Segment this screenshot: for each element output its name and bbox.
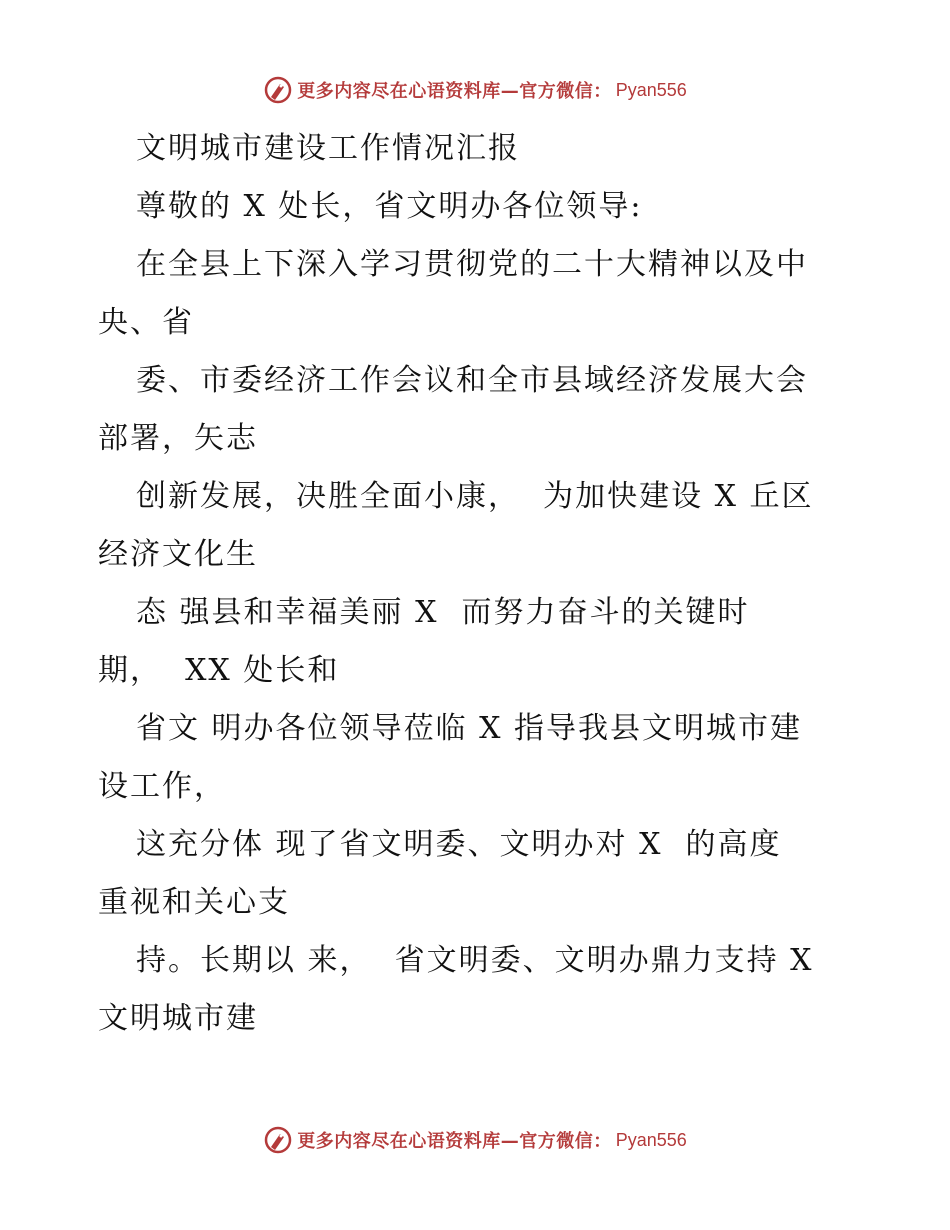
page-footer-watermark bbox=[0, 1120, 950, 1160]
body-line: 经济文化生 bbox=[98, 537, 258, 572]
body-line: 重视和关心支 bbox=[98, 885, 290, 920]
salutation: 尊敬的 X 处长，省文明办各位领导: bbox=[136, 189, 643, 224]
watermark-account: Pyan556 bbox=[615, 79, 687, 100]
watermark-text: 更多内容尽在心语资料库—官方微信： bbox=[297, 1131, 612, 1152]
body-line: 在全县上下深入学习贯彻党的二十大精神以及中 bbox=[136, 247, 808, 282]
body-line: 文明城市建 bbox=[98, 1001, 258, 1036]
body-line: 省文 明办各位领导莅临 X 指导我县文明城市建 bbox=[136, 711, 802, 746]
body-line: 这充分体 现了省文明委、文明办对 X 的高度 bbox=[136, 827, 782, 862]
body-line: 态 强县和幸福美丽 X 而努力奋斗的关键时 bbox=[136, 595, 750, 630]
document-body bbox=[98, 120, 858, 1048]
watermark bbox=[263, 75, 687, 105]
body-line: 设工作， bbox=[98, 769, 226, 804]
watermark-account: Pyan556 bbox=[615, 1129, 687, 1150]
watermark bbox=[263, 1125, 687, 1155]
body-line: 创新发展，决胜全面小康， 为加快建设 X 丘区 bbox=[136, 479, 814, 514]
watermark-text: 更多内容尽在心语资料库—官方微信： bbox=[297, 81, 612, 102]
document-title: 文明城市建设工作情况汇报 bbox=[136, 131, 520, 166]
pen-nib-logo-icon bbox=[263, 75, 293, 105]
body-line: 委、市委经济工作会议和全市县域经济发展大会 bbox=[136, 363, 808, 398]
body-line: 期， XX 处长和 bbox=[98, 653, 340, 688]
body-line: 央、省 bbox=[98, 305, 194, 340]
body-line: 持。长期以 来， 省文明委、文明办鼎力支持 X bbox=[136, 943, 814, 978]
body-line: 部署，矢志 bbox=[98, 421, 258, 456]
pen-nib-logo-icon bbox=[263, 1125, 293, 1155]
page-header-watermark bbox=[0, 70, 950, 110]
